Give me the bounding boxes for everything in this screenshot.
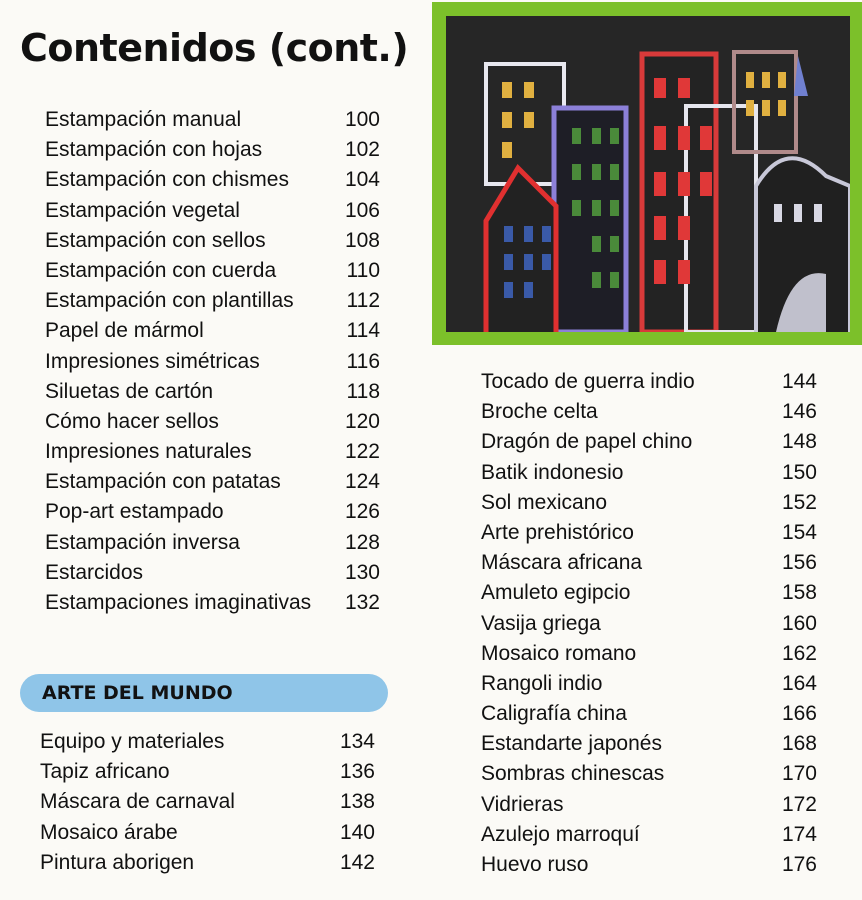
toc-entry-page-number: 112 <box>346 289 380 313</box>
section-banner <box>20 674 388 712</box>
toc-entry-page-number: 100 <box>344 108 380 131</box>
toc-entry-page-number: 136 <box>339 760 375 784</box>
page-title: Contenidos (cont.) <box>20 26 409 70</box>
toc-entry-title: Cómo hacer sellos <box>45 409 219 433</box>
toc-list-world-art-continued <box>481 367 817 880</box>
toc-entry-title: Sombras chinescas <box>481 762 665 786</box>
toc-entry <box>481 548 817 578</box>
toc-entry-title: Máscara de carnaval <box>40 790 235 814</box>
toc-entry-page-number: 146 <box>781 400 817 424</box>
toc-entry-page-number: 102 <box>344 138 380 162</box>
toc-entry <box>40 848 375 878</box>
toc-entry-page-number: 120 <box>344 409 380 433</box>
toc-entry <box>481 759 817 789</box>
toc-entry <box>481 397 817 427</box>
toc-entry-title: Estampación con plantillas <box>45 289 294 313</box>
toc-entry-page-number: 162 <box>781 641 817 665</box>
toc-entry <box>481 790 817 820</box>
toc-entry-title: Estampación con hojas <box>45 138 263 162</box>
toc-entry <box>481 488 817 518</box>
toc-entry-title: Dragón de papel chino <box>481 430 693 454</box>
toc-entry <box>45 226 380 256</box>
toc-entry <box>45 256 380 286</box>
toc-entry-page-number: 140 <box>339 820 375 844</box>
toc-entry-title: Estampación con chismes <box>45 168 289 192</box>
toc-entry <box>481 578 817 608</box>
toc-entry <box>481 820 817 850</box>
toc-entry-title: Caligrafía china <box>481 702 627 726</box>
toc-entry <box>45 286 380 316</box>
toc-entry <box>481 729 817 759</box>
toc-entry <box>45 135 380 165</box>
toc-entry-title: Estampación con cuerda <box>45 258 277 282</box>
toc-entry-page-number: 124 <box>344 470 380 494</box>
toc-entry-title: Arte prehistórico <box>481 520 634 544</box>
toc-entry <box>40 757 375 787</box>
toc-entry-page-number: 116 <box>346 349 380 373</box>
toc-entry-title: Pop-art estampado <box>45 500 224 524</box>
cityscape-artwork <box>432 2 862 345</box>
toc-entry-title: Sol mexicano <box>481 490 608 514</box>
toc-entry-title: Estampación con patatas <box>45 470 281 494</box>
toc-entry-title: Huevo ruso <box>481 853 589 876</box>
toc-entry <box>481 609 817 639</box>
toc-entry <box>45 407 380 437</box>
toc-entry-title: Impresiones naturales <box>45 440 252 464</box>
toc-entry-page-number: 168 <box>781 732 817 756</box>
toc-entry-page-number: 166 <box>781 702 817 726</box>
toc-entry-title: Amuleto egipcio <box>481 581 631 605</box>
toc-entry-page-number: 170 <box>781 762 817 786</box>
toc-entry-page-number: 150 <box>781 460 817 484</box>
toc-entry <box>45 437 380 467</box>
toc-entry-title: Azulejo marroquí <box>481 822 640 846</box>
toc-entry-page-number: 138 <box>339 790 375 814</box>
toc-entry-page-number: 134 <box>339 730 375 753</box>
toc-entry-title: Mosaico romano <box>481 641 637 665</box>
toc-entry <box>45 196 380 226</box>
toc-entry-page-number: 164 <box>781 671 817 695</box>
toc-entry-page-number: 108 <box>344 228 380 252</box>
toc-entry-page-number: 158 <box>781 581 817 605</box>
cityscape-drawing <box>446 16 850 332</box>
toc-entry <box>45 467 380 497</box>
toc-entry-page-number: 130 <box>344 560 380 584</box>
toc-entry-title: Estampación vegetal <box>45 198 240 222</box>
toc-list-world-art <box>40 727 375 878</box>
toc-entry-title: Batik indonesio <box>481 460 624 484</box>
toc-entry-page-number: 174 <box>781 822 817 846</box>
toc-entry <box>45 347 380 377</box>
toc-entry <box>481 639 817 669</box>
toc-entry-title: Estarcidos <box>45 560 144 584</box>
toc-entry-page-number: 172 <box>781 792 817 816</box>
toc-entry-page-number: 148 <box>781 430 817 454</box>
toc-entry-title: Estampación con sellos <box>45 228 266 252</box>
toc-entry-title: Vidrieras <box>481 792 564 816</box>
toc-entry-page-number: 142 <box>339 850 375 874</box>
toc-entry-page-number: 106 <box>344 198 380 222</box>
toc-entry-page-number: 114 <box>346 319 380 343</box>
toc-entry-title: Broche celta <box>481 400 598 424</box>
toc-entry <box>40 727 375 757</box>
toc-entry-page-number: 128 <box>344 530 380 554</box>
toc-entry <box>45 528 380 558</box>
toc-entry <box>45 497 380 527</box>
toc-entry-title: Tocado de guerra indio <box>481 370 695 393</box>
toc-entry <box>481 458 817 488</box>
toc-entry-title: Estampaciones imaginativas <box>45 591 312 614</box>
toc-entry <box>481 850 817 880</box>
toc-entry <box>481 669 817 699</box>
toc-entry-page-number: 126 <box>344 500 380 524</box>
toc-entry-page-number: 144 <box>781 370 817 393</box>
toc-entry <box>481 699 817 729</box>
toc-entry-page-number: 110 <box>346 258 380 282</box>
toc-entry-page-number: 156 <box>781 551 817 575</box>
toc-entry-page-number: 104 <box>344 168 380 192</box>
toc-entry-page-number: 152 <box>781 490 817 514</box>
toc-entry-title: Papel de mármol <box>45 319 204 343</box>
toc-entry <box>45 165 380 195</box>
toc-entry-title: Mosaico árabe <box>40 820 178 844</box>
toc-entry-title: Pintura aborigen <box>40 850 195 874</box>
toc-entry <box>45 105 380 135</box>
toc-entry-page-number: 132 <box>344 591 380 614</box>
toc-entry-title: Tapiz africano <box>40 760 170 784</box>
toc-entry-page-number: 160 <box>781 611 817 635</box>
toc-entry <box>45 588 380 618</box>
toc-entry <box>40 787 375 817</box>
toc-entry <box>481 367 817 397</box>
toc-entry-title: Estandarte japonés <box>481 732 662 756</box>
toc-entry-page-number: 154 <box>781 520 817 544</box>
toc-entry-title: Máscara africana <box>481 551 643 575</box>
toc-entry-page-number: 122 <box>344 440 380 464</box>
toc-entry-page-number: 176 <box>781 853 817 876</box>
toc-entry <box>481 518 817 548</box>
toc-entry <box>45 316 380 346</box>
toc-entry-page-number: 118 <box>346 379 380 403</box>
toc-entry-title: Equipo y materiales <box>40 730 225 753</box>
toc-entry <box>481 427 817 457</box>
toc-entry-title: Estampación manual <box>45 108 242 131</box>
toc-entry <box>45 377 380 407</box>
toc-entry <box>45 558 380 588</box>
toc-entry <box>40 818 375 848</box>
toc-entry-title: Siluetas de cartón <box>45 379 214 403</box>
toc-entry-title: Estampación inversa <box>45 530 240 554</box>
section-heading: ARTE DEL MUNDO <box>42 682 233 704</box>
toc-entry-title: Impresiones simétricas <box>45 349 260 373</box>
toc-entry-title: Vasija griega <box>481 611 601 635</box>
toc-entry-title: Rangoli indio <box>481 671 603 695</box>
toc-list-techniques <box>45 105 380 618</box>
